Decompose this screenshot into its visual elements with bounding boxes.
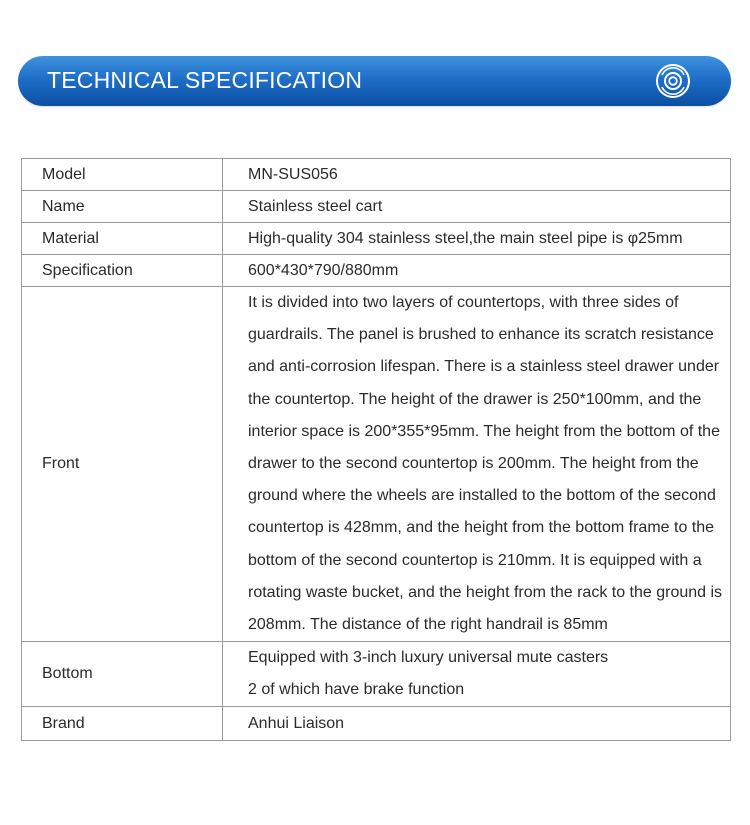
table-row-name	[22, 191, 731, 223]
table-row-model	[22, 159, 731, 191]
spec-label-name: Name	[22, 191, 223, 223]
spec-value-front: It is divided into two layers of countertops, with three sides of guardrails. The panel is brushed to enhance its scratch resistance and anti-corrosion lifespan. There is a stainless steel drawer under the countertop. The height of the drawer is 250*100mm, and the interior space is 200*355*95mm. The height from the bottom of the drawer to the second countertop is 200mm. The height from the ground where the wheels are installed to the bottom of the second countertop is 428mm, and the height from the bottom frame to the bottom of the second countertop is 210mm. It is equipped with a rotating waste bucket, and the height from the rack to the ground is 208mm. The distance of the right handrail is 85mm	[223, 287, 731, 642]
spec-label-model: Model	[22, 159, 223, 191]
table-row-bottom	[22, 642, 731, 707]
spec-value-material: High-quality 304 stainless steel,the main steel pipe is φ25mm	[223, 223, 731, 255]
spec-value-bottom-line-1: Equipped with 3-inch luxury universal mute casters	[248, 649, 609, 667]
section-header-banner	[18, 56, 731, 106]
table-row-specification	[22, 255, 731, 287]
spec-value-specification: 600*430*790/880mm	[223, 255, 731, 287]
spec-table	[21, 158, 731, 741]
spec-label-bottom: Bottom	[22, 642, 223, 707]
spec-label-material: Material	[22, 223, 223, 255]
spec-label-brand: Brand	[22, 707, 223, 741]
section-title: TECHNICAL SPECIFICATION	[47, 67, 363, 93]
spec-value-brand: Anhui Liaison	[223, 707, 731, 741]
spec-value-name: Stainless steel cart	[223, 191, 731, 223]
spec-label-specification: Specification	[22, 255, 223, 287]
target-circle-icon	[655, 63, 691, 99]
spec-value-bottom	[223, 642, 731, 707]
table-row-brand	[22, 707, 731, 741]
spec-value-bottom-line-2: 2 of which have brake function	[248, 681, 465, 699]
spec-value-model: MN-SUS056	[223, 159, 731, 191]
spec-label-front: Front	[22, 287, 223, 642]
table-row-front	[22, 287, 731, 642]
table-row-material	[22, 223, 731, 255]
